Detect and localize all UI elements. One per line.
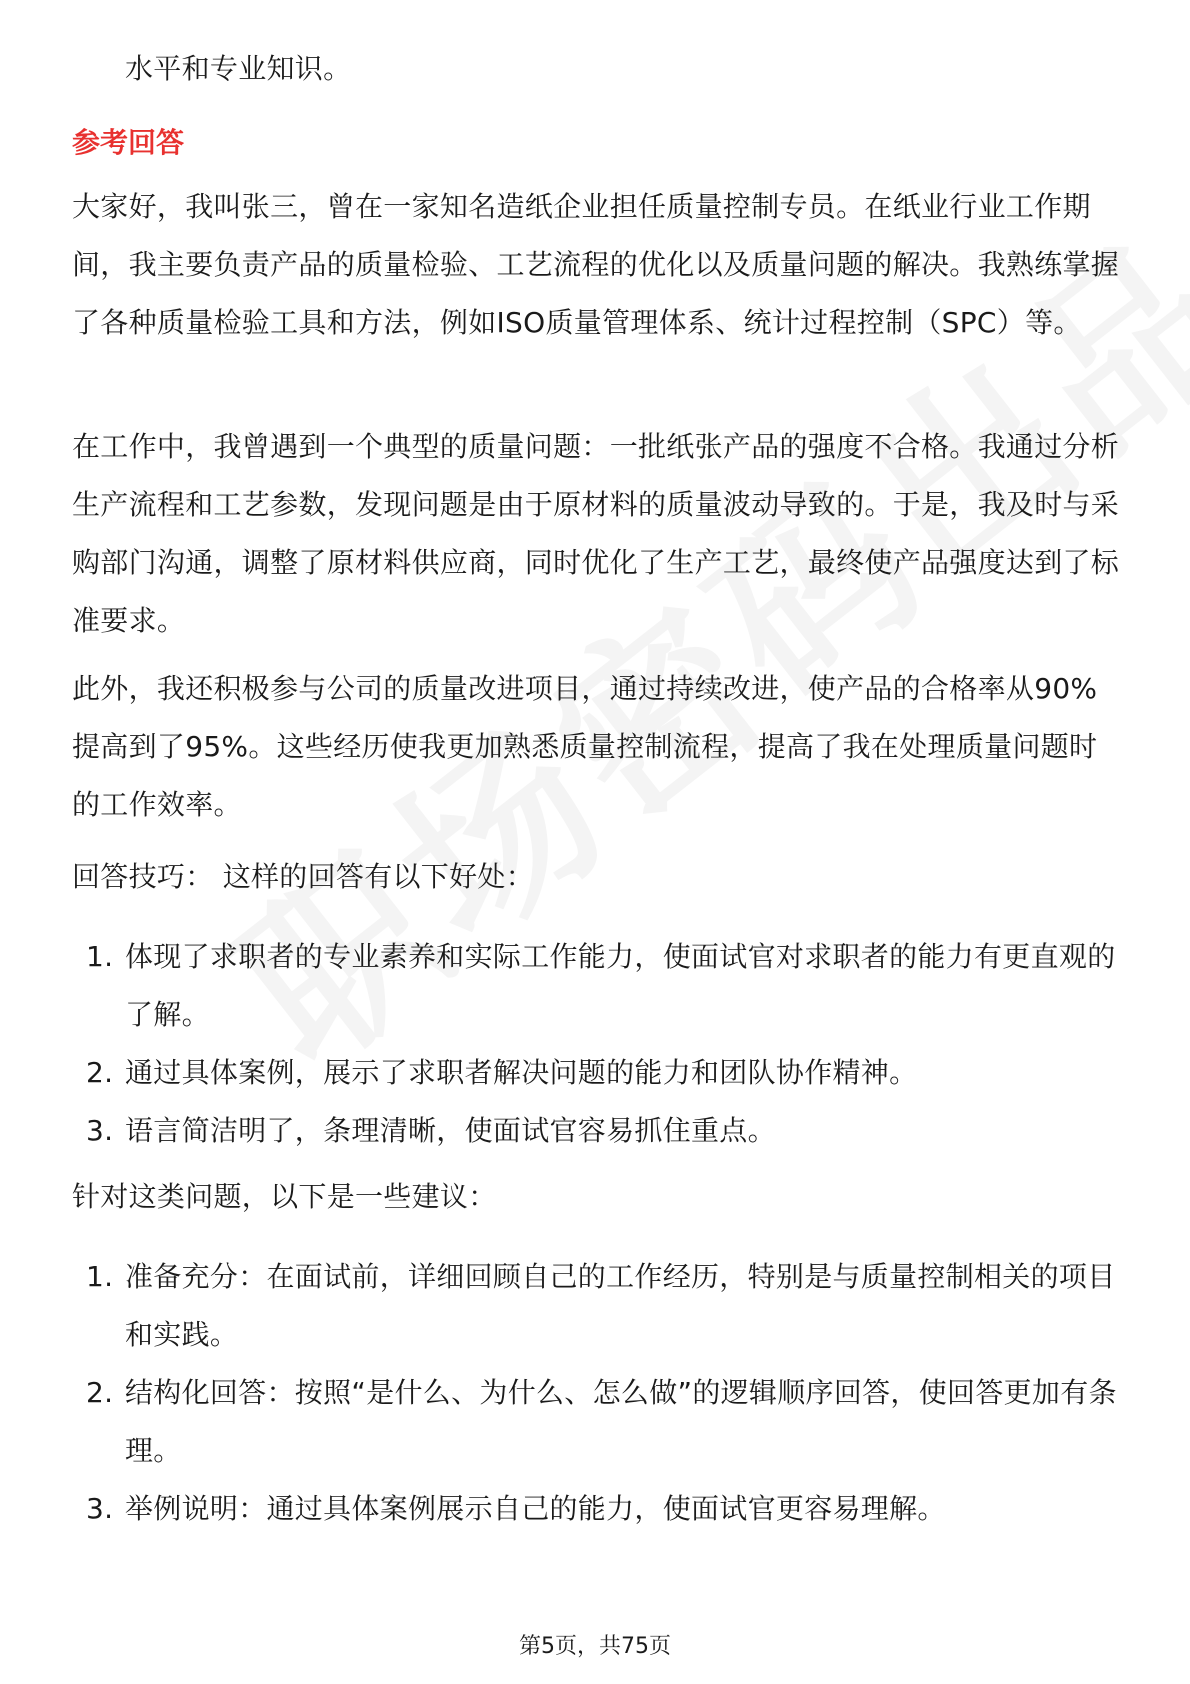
- tips-list: [72, 928, 1122, 1160]
- paragraph-intro: 大家好，我叫张三，曾在一家知名造纸企业担任质量控制专员。在纸业行业工作期间，我主要负责产品的质量检验、工艺流程的优化以及质量问题的解决。我熟练掌握了各种质量检验工具和方法，例如ISO质量管理体系、统计过程控制（SPC）等。: [72, 190, 1120, 339]
- list-item: [72, 1480, 1122, 1538]
- section-heading: 参考回答: [72, 126, 185, 159]
- tips-intro: 回答技巧： 这样的回答有以下好处：: [72, 860, 535, 893]
- list-item-text: 语言简洁明了，条理清晰，使面试官容易抓住重点。: [125, 1114, 776, 1147]
- list-number: 3.: [86, 1114, 114, 1147]
- advice-intro: 针对这类问题，以下是一些建议：: [72, 1180, 497, 1213]
- list-item-text: 准备充分：在面试前，详细回顾自己的工作经历，特别是与质量控制相关的项目和实践。: [125, 1260, 1116, 1351]
- list-number: 2.: [86, 1376, 114, 1409]
- page-number: 第5页，共75页: [519, 1634, 671, 1659]
- list-number: 2.: [86, 1056, 114, 1089]
- paragraph-improvement: 此外，我还积极参与公司的质量改进项目，通过持续改进，使产品的合格率从90%提高到了95%。这些经历使我更加熟悉质量控制流程，提高了我在处理质量问题时的工作效率。: [72, 672, 1098, 821]
- list-item: [72, 1102, 1122, 1160]
- continuation-text: 水平和专业知识。: [125, 52, 352, 85]
- list-item-text: 结构化回答：按照“是什么、为什么、怎么做”的逻辑顺序回答，使回答更加有条理。: [125, 1376, 1117, 1467]
- advice-list: [72, 1248, 1122, 1538]
- list-item: [72, 1044, 1122, 1102]
- list-item: [72, 1248, 1122, 1364]
- list-item-text: 通过具体案例，展示了求职者解决问题的能力和团队协作精神。: [125, 1056, 918, 1089]
- list-number: 1.: [86, 940, 114, 973]
- list-item-text: 举例说明：通过具体案例展示自己的能力，使面试官更容易理解。: [125, 1492, 946, 1525]
- list-item: [72, 928, 1122, 1044]
- list-item-text: 体现了求职者的专业素养和实际工作能力，使面试官对求职者的能力有更直观的了解。: [125, 940, 1116, 1031]
- list-number: 3.: [86, 1492, 114, 1525]
- list-item: [72, 1364, 1122, 1480]
- paragraph-case: 在工作中，我曾遇到一个典型的质量问题：一批纸张产品的强度不合格。我通过分析生产流程和工艺参数，发现问题是由于原材料的质量波动导致的。于是，我及时与采购部门沟通，调整了原材料供应商，同时优化了生产工艺，最终使产品强度达到了标准要求。: [72, 430, 1120, 637]
- list-number: 1.: [86, 1260, 114, 1293]
